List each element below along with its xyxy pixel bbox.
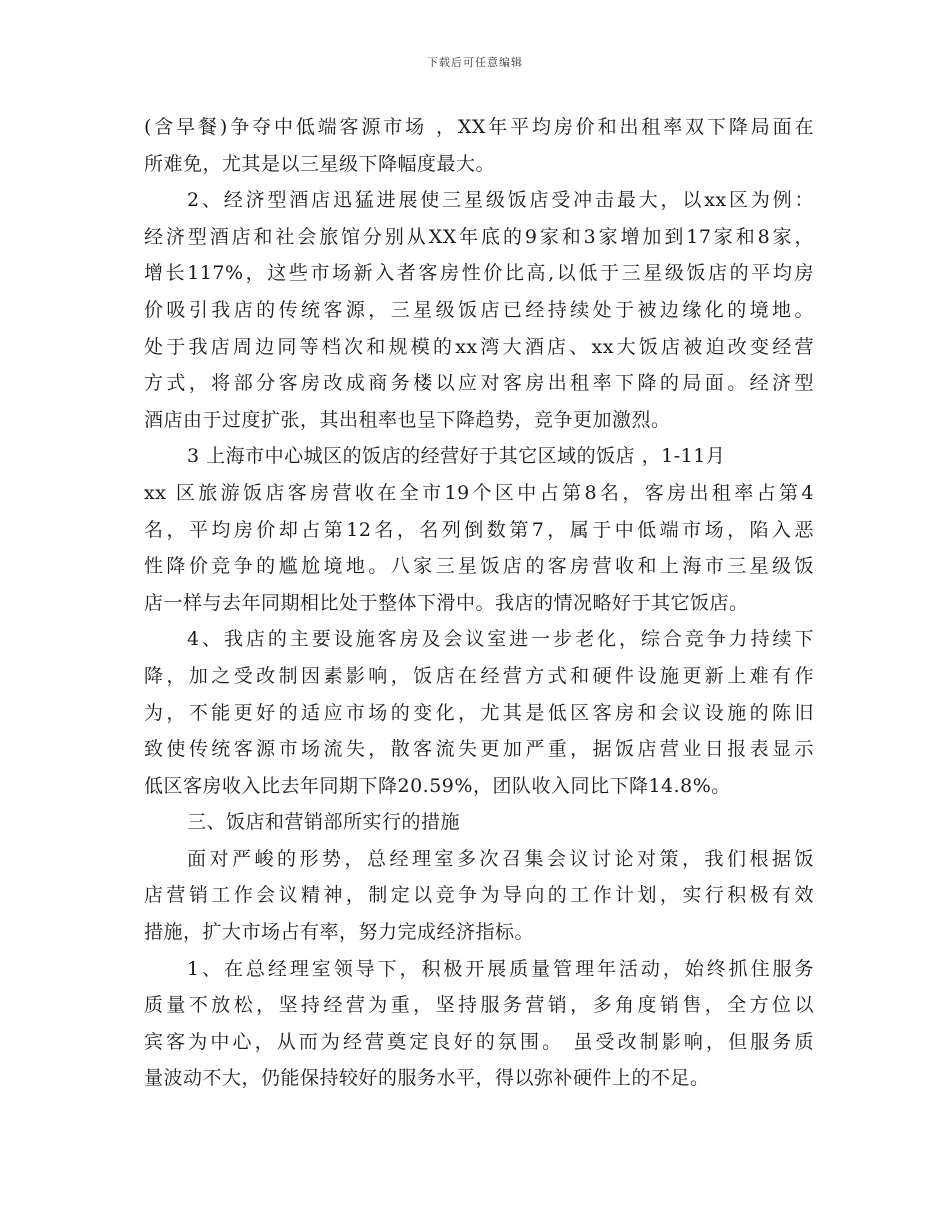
paragraph-line: 低区客房收入比去年同期下降20.59%，团队收入同比下降14.8%。	[144, 774, 731, 797]
paragraph-line: 经济型酒店和社会旅馆分别从XX年底的9家和3家增加到17家和8家，	[144, 225, 814, 248]
paragraph-line: xx 区旅游饭店客房营收在全市19个区中占第8名，客房出租率占第4	[144, 481, 814, 504]
paragraph-line: 2、经济型酒店迅猛进展使三星级饭店受冲击最大，以xx区为例：	[187, 189, 814, 212]
paragraph-line: 致使传统客源市场流失，散客流失更加严重，据饭店营业日报表显示	[144, 738, 814, 761]
section-heading: 三、饭店和营销部所实行的措施	[187, 811, 461, 834]
paragraph-line: 性降价竞争的尴尬境地。八家三星饭店的客房营收和上海市三星级饭	[144, 555, 814, 578]
paragraph-line: 面对严峻的形势，总经理室多次召集会议讨论对策，我们根据饭	[187, 847, 814, 870]
paragraph-line: 宾客为中心，从而为经营奠定良好的氛围。 虽受改制影响，但服务质	[144, 1030, 814, 1053]
paragraph-line: 质量不放松，坚持经营为重，坚持服务营销，多角度销售，全方位以	[144, 994, 814, 1017]
paragraph-line: 处于我店周边同等档次和规模的xx湾大酒店、xx大饭店被迫改变经营	[144, 335, 814, 358]
paragraph-line: 3 上海市中心城区的饭店的经营好于其它区域的饭店 ，1-11月	[187, 445, 726, 468]
paragraph-line: (含早餐)争夺中低端客源市场 ，XX年平均房价和出租率双下降局面在	[144, 116, 814, 138]
paragraph-line: 为，不能更好的适应市场的变化，尤其是低区客房和会议设施的陈旧	[144, 701, 814, 724]
document-body	[144, 109, 814, 1097]
paragraph-line: 店营销工作会议精神，制定以竞争为导向的工作计划，实行积极有效	[144, 884, 814, 907]
paragraph-line: 4、我店的主要设施客房及会议室进一步老化，综合竞争力持续下	[187, 628, 814, 651]
paragraph-line: 降，加之受改制因素影响，饭店在经营方式和硬件设施更新上难有作	[144, 664, 814, 687]
paragraph-line: 1、在总经理室领导下，积极开展质量管理年活动，始终抓住服务	[187, 957, 814, 980]
paragraph-line: 增长117%，这些市场新入者客房性价比高,以低于三星级饭店的平均房	[144, 262, 814, 285]
paragraph-line: 所难免，尤其是以三星级下降幅度最大。	[144, 152, 496, 175]
paragraph-line: 价吸引我店的传统客源，三星级饭店已经持续处于被边缘化的境地。	[144, 298, 814, 321]
paragraph-line: 名，平均房价却占第12名，名列倒数第7，属于中低端市场，陷入恶	[144, 518, 814, 541]
paragraph-line: 量波动不大，仍能保持较好的服务水平，得以弥补硬件上的不足。	[144, 1067, 710, 1090]
paragraph-line: 方式，将部分客房改成商务楼以应对客房出租率下降的局面。经济型	[144, 372, 814, 395]
paragraph-line: 酒店由于过度扩张，其出租率也呈下降趋势，竞争更加激烈。	[144, 408, 671, 431]
page-header: 下载后可任意编辑	[427, 56, 523, 69]
paragraph-line: 措施，扩大市场占有率，努力完成经济指标。	[144, 921, 535, 944]
paragraph-line: 店一样与去年同期相比处于整体下滑中。我店的情况略好于其它饭店。	[144, 591, 749, 614]
